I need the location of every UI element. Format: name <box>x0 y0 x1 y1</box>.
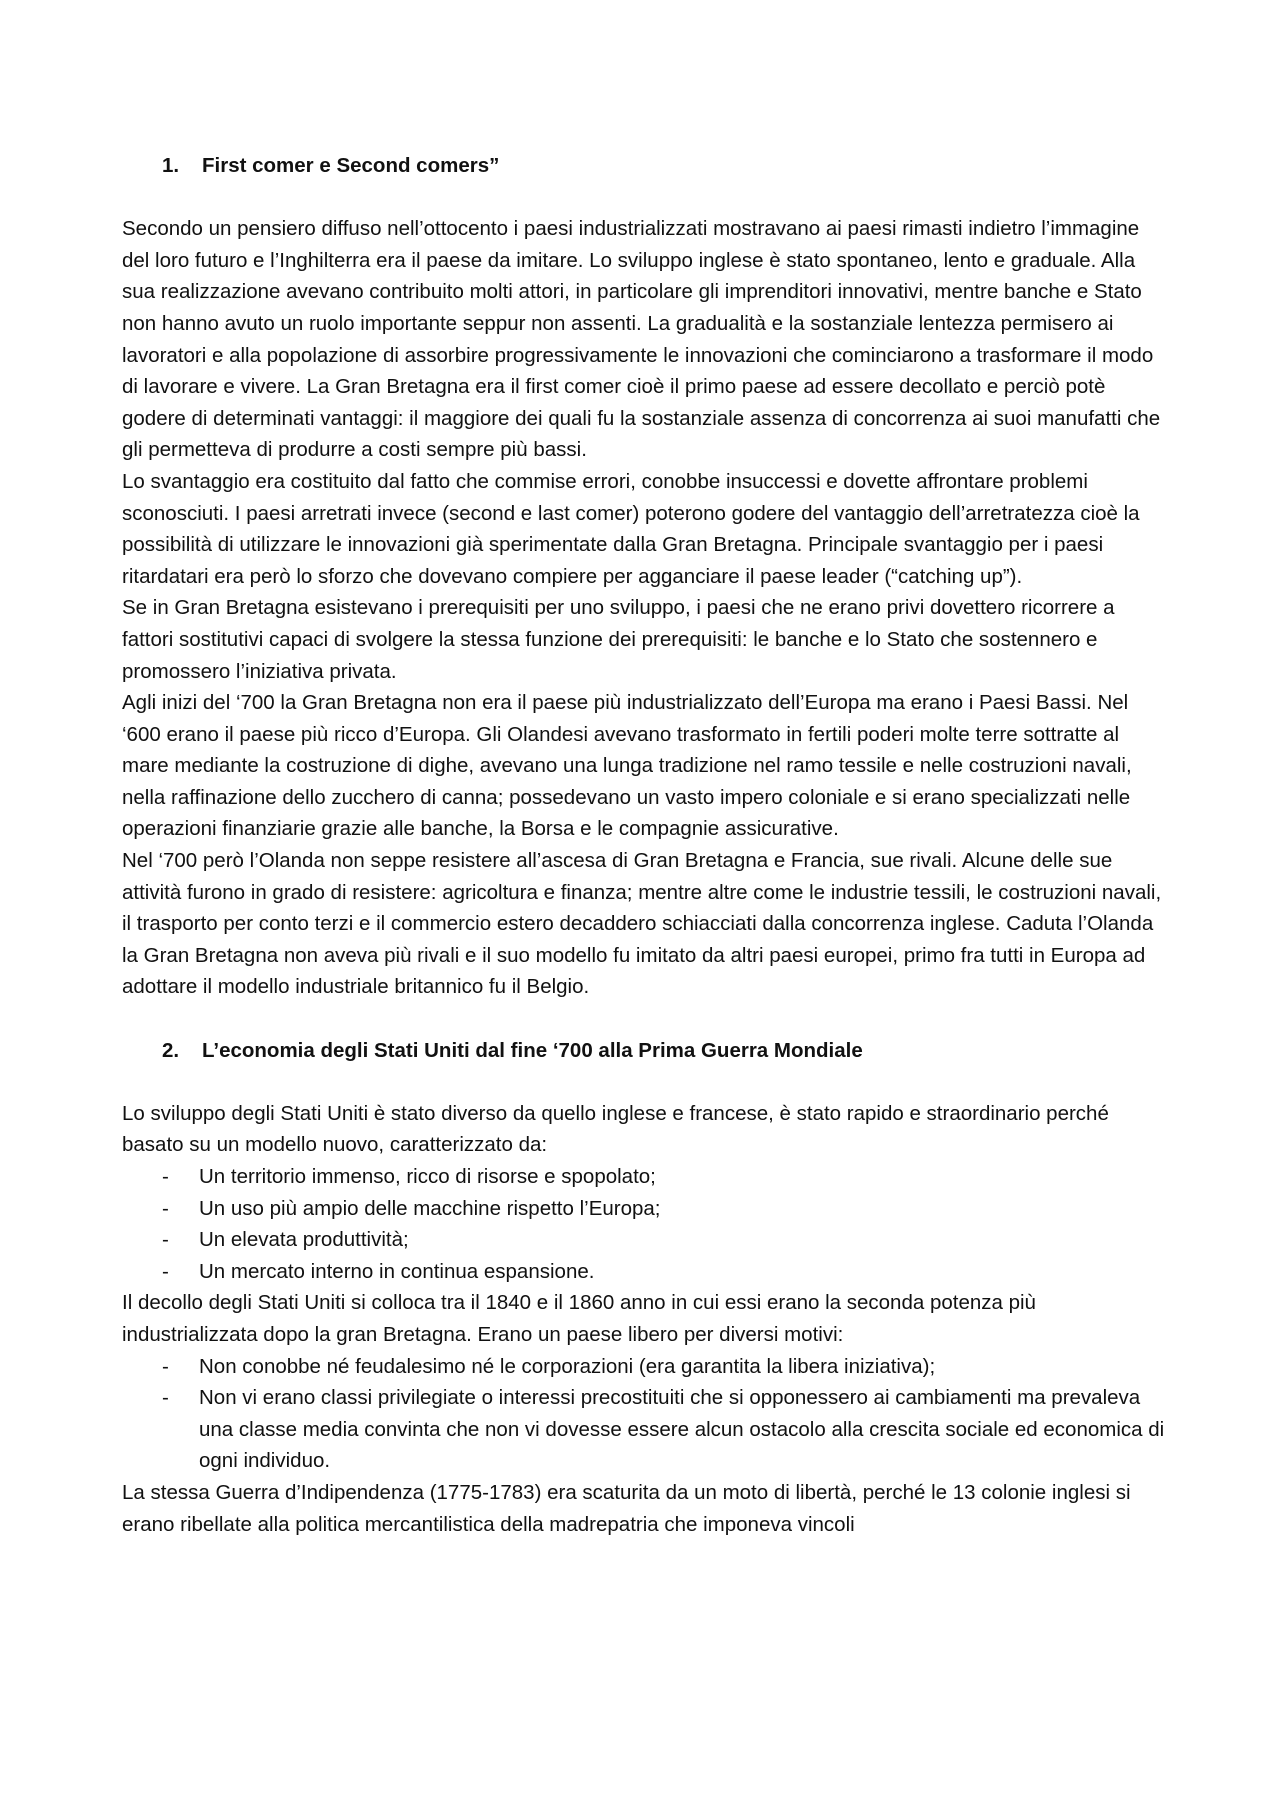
bullet-list-features <box>122 1161 1170 1287</box>
bullet-list-reasons <box>122 1351 1170 1477</box>
section-1-number: 1. <box>162 154 180 177</box>
blank-line <box>122 1066 1170 1098</box>
bullet-marker: - <box>162 1165 169 1188</box>
section-2-heading <box>122 1035 1170 1067</box>
list-item <box>122 1193 1170 1225</box>
bullet-marker: - <box>162 1354 169 1378</box>
section-2-title: L’economia degli Stati Uniti dal fine ‘700 alla Prima Guerra Mondiale <box>202 1038 863 1062</box>
list-item-text: Un elevata produttività; <box>199 1228 409 1252</box>
list-item-text: Non vi erano classi privilegiate o interessi precostituiti che si opponessero ai cambiamenti ma prevaleva una classe media convinta che non vi dovesse essere alcun ostacolo alla crescita sociale ed economica di ogni individuo. <box>199 1386 1165 1473</box>
list-item-text: Non conobbe né feudalesimo né le corporazioni (era garantita la libera iniziativa); <box>199 1354 936 1378</box>
section-1-heading <box>122 150 1170 182</box>
bullet-marker: - <box>162 1196 169 1220</box>
list-item <box>122 1256 1170 1288</box>
document-body <box>122 150 1170 1540</box>
paragraph: Agli inizi del ‘700 la Gran Bretagna non era il paese più industrializzato dell’Europa ma erano i Paesi Bassi. Nel ‘600 erano il paese più ricco d’Europa. Gli Olandesi avevano trasformato in fertili poderi molte terre sottratte al mare mediante la costruzione di dighe, avevano una lunga tradizione nel ramo tessile e nelle costruzioni navali, nella raffinazione dello zucchero di canna; possedevano un vasto impero coloniale e si erano specializzati nelle operazioni finanziarie grazie alle banche, la Borsa e le compagnie assicurative. <box>122 691 1132 841</box>
paragraph: Nel ‘700 però l’Olanda non seppe resistere all’ascesa di Gran Bretagna e Francia, sue rivali. Alcune delle sue attività furono in grado di resistere: agricoltura e finanza; mentre altre come le industrie tessili, le costruzioni navali, il trasporto per conto terzi e il commercio estero decaddero schiacciati dalla concorrenza inglese. Caduta l’Olanda la Gran Bretagna non aveva più rivali e il suo modello fu imitato da altri paesi europei, primo fra tutti in Europa ad adottare il modello industriale britannico fu il Belgio. <box>122 849 1162 999</box>
list-item-text: Un mercato interno in continua espansione. <box>199 1259 595 1283</box>
list-item-text: Un uso più ampio delle macchine rispetto l’Europa; <box>199 1196 661 1220</box>
list-item-text: Un territorio immenso, ricco di risorse e spopolato; <box>199 1165 656 1188</box>
list-item <box>122 1351 1170 1383</box>
bullet-marker: - <box>162 1386 169 1410</box>
paragraph: Secondo un pensiero diffuso nell’ottocento i paesi industrializzati mostravano ai paesi rimasti indietro l’immagine del loro futuro e l’Inghilterra era il paese da imitare. Lo sviluppo inglese è stato spontaneo, lento e graduale. Alla sua realizzazione avevano contribuito molti attori, in particolare gli imprenditori innovativi, mentre banche e Stato non hanno avuto un ruolo importante seppur non assenti. La gradualità e la sostanziale lentezza permisero ai lavoratori e alla popolazione di assorbire progressivamente le innovazioni che cominciarono a trasformare il modo di lavorare e vivere. La Gran Bretagna era il first comer cioè il primo paese ad essere decollato e perciò potè godere di determinati vantaggi: il maggiore dei quali fu la sostanziale assenza di concorrenza ai suoi manufatti che gli permetteva di produrre a costi sempre più bassi. <box>122 217 1161 462</box>
list-item <box>122 1161 1170 1193</box>
blank-line <box>122 182 1170 214</box>
list-item <box>122 1382 1170 1477</box>
paragraph: Lo svantaggio era costituito dal fatto che commise errori, conobbe insuccessi e dovette affrontare problemi sconosciuti. I paesi arretrati invece (second e last comer) poterono godere del vantaggio dell’arretratezza cioè la possibilità di utilizzare le innovazioni già sperimentate dalla Gran Bretagna. Principale svantaggio per i paesi ritardatari era però lo sforzo che dovevano compiere per agganciare il paese leader (“catching up”). <box>122 469 1140 588</box>
paragraph: Il decollo degli Stati Uniti si colloca tra il 1840 e il 1860 anno in cui essi erano la seconda potenza più industrializzata dopo la gran Bretagna. Erano un paese libero per diversi motivi: <box>122 1291 1036 1346</box>
paragraph: Se in Gran Bretagna esistevano i prerequisiti per uno sviluppo, i paesi che ne erano privi dovettero ricorrere a fattori sostitutivi capaci di svolgere la stessa funzione dei prerequisiti: le banche e lo Stato che sostennero e promossero l’iniziativa privata. <box>122 596 1115 683</box>
bullet-marker: - <box>162 1259 169 1283</box>
list-item <box>122 1224 1170 1256</box>
bullet-marker: - <box>162 1228 169 1252</box>
paragraph: La stessa Guerra d’Indipendenza (1775-1783) era scaturita da un moto di libertà, perché le 13 colonie inglesi si erano ribellate alla politica mercantilistica della madrepatria che imponeva vincoli <box>122 1480 1131 1536</box>
section-2-number: 2. <box>162 1038 180 1062</box>
blank-line <box>122 1003 1170 1035</box>
section-1-title: First comer e Second comers” <box>202 154 500 177</box>
paragraph: Lo sviluppo degli Stati Uniti è stato diverso da quello inglese e francese, è stato rapido e straordinario perché basato su un modello nuovo, caratterizzato da: <box>122 1101 1109 1157</box>
